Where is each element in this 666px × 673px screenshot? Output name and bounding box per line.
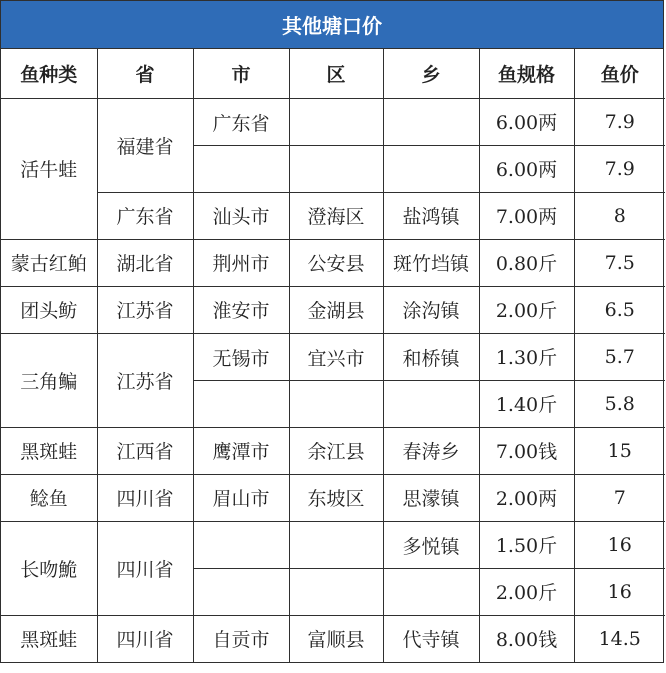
price-cell: 6.5: [574, 286, 665, 333]
price-cell: 5.8: [574, 380, 665, 427]
province-cell: 四川省: [97, 474, 193, 521]
table-row: [1, 333, 665, 380]
town-cell: [383, 568, 479, 615]
spec-cell: 0.80斤: [479, 239, 574, 286]
district-cell: 公安县: [289, 239, 383, 286]
table-row: [1, 615, 665, 662]
header-fish-type: 鱼种类: [1, 49, 97, 98]
spec-cell: 2.00斤: [479, 286, 574, 333]
fish-name: 鲶鱼: [1, 474, 97, 521]
district-cell: 余江县: [289, 427, 383, 474]
table-row: [1, 474, 665, 521]
price-cell: 16: [574, 568, 665, 615]
town-cell: 盐鸿镇: [383, 192, 479, 239]
price-cell: 14.5: [574, 615, 665, 662]
price-cell: 8: [574, 192, 665, 239]
spec-cell: 6.00两: [479, 145, 574, 192]
table-row: [1, 98, 665, 145]
price-cell: 16: [574, 521, 665, 568]
price-cell: 7: [574, 474, 665, 521]
province-cell: 湖北省: [97, 239, 193, 286]
district-cell: [289, 380, 383, 427]
table-row: [1, 521, 665, 568]
district-cell: 宜兴市: [289, 333, 383, 380]
town-cell: 春涛乡: [383, 427, 479, 474]
district-cell: [289, 98, 383, 145]
price-cell: 7.9: [574, 145, 665, 192]
city-cell: 淮安市: [193, 286, 289, 333]
table-row: [1, 286, 665, 333]
spec-cell: 7.00两: [479, 192, 574, 239]
town-cell: [383, 98, 479, 145]
district-cell: 东坡区: [289, 474, 383, 521]
city-cell: 广东省: [193, 98, 289, 145]
fish-name: 黑斑蛙: [1, 427, 97, 474]
city-cell: 汕头市: [193, 192, 289, 239]
price-cell: 7.5: [574, 239, 665, 286]
city-cell: 自贡市: [193, 615, 289, 662]
table-row: [1, 427, 665, 474]
table-row: [1, 192, 665, 239]
table-title: 其他塘口价: [1, 1, 663, 49]
city-cell: 眉山市: [193, 474, 289, 521]
town-cell: 多悦镇: [383, 521, 479, 568]
price-table: [1, 49, 665, 662]
header-district: 区: [289, 49, 383, 98]
table-row: [1, 239, 665, 286]
fish-name: 团头鲂: [1, 286, 97, 333]
fish-name: 蒙古红鲌: [1, 239, 97, 286]
city-cell: 荆州市: [193, 239, 289, 286]
header-spec: 鱼规格: [479, 49, 574, 98]
header-price: 鱼价: [574, 49, 665, 98]
spec-cell: 2.00两: [479, 474, 574, 521]
district-cell: 金湖县: [289, 286, 383, 333]
city-cell: 无锡市: [193, 333, 289, 380]
town-cell: 思濛镇: [383, 474, 479, 521]
district-cell: [289, 568, 383, 615]
price-cell: 15: [574, 427, 665, 474]
province-cell: 江西省: [97, 427, 193, 474]
city-cell: [193, 521, 289, 568]
town-cell: [383, 145, 479, 192]
spec-cell: 1.30斤: [479, 333, 574, 380]
header-city: 市: [193, 49, 289, 98]
town-cell: 涂沟镇: [383, 286, 479, 333]
fish-name: 三角鳊: [1, 333, 97, 427]
fish-name: 长吻鮠: [1, 521, 97, 615]
spec-cell: 2.00斤: [479, 568, 574, 615]
province-cell: 福建省: [97, 98, 193, 192]
header-town: 乡: [383, 49, 479, 98]
town-cell: [383, 380, 479, 427]
city-cell: [193, 380, 289, 427]
province-cell: 广东省: [97, 192, 193, 239]
province-cell: 四川省: [97, 615, 193, 662]
province-cell: 四川省: [97, 521, 193, 615]
town-cell: 代寺镇: [383, 615, 479, 662]
fish-name: 活牛蛙: [1, 98, 97, 239]
city-cell: 鹰潭市: [193, 427, 289, 474]
spec-cell: 1.40斤: [479, 380, 574, 427]
town-cell: 和桥镇: [383, 333, 479, 380]
province-cell: 江苏省: [97, 333, 193, 427]
spec-cell: 7.00钱: [479, 427, 574, 474]
city-cell: [193, 568, 289, 615]
header-province: 省: [97, 49, 193, 98]
district-cell: [289, 145, 383, 192]
header-row: [1, 49, 665, 98]
price-cell: 7.9: [574, 98, 665, 145]
spec-cell: 6.00两: [479, 98, 574, 145]
fish-name: 黑斑蛙: [1, 615, 97, 662]
city-cell: [193, 145, 289, 192]
district-cell: 富顺县: [289, 615, 383, 662]
spec-cell: 1.50斤: [479, 521, 574, 568]
province-cell: 江苏省: [97, 286, 193, 333]
price-cell: 5.7: [574, 333, 665, 380]
spec-cell: 8.00钱: [479, 615, 574, 662]
district-cell: [289, 521, 383, 568]
town-cell: 斑竹垱镇: [383, 239, 479, 286]
district-cell: 澄海区: [289, 192, 383, 239]
